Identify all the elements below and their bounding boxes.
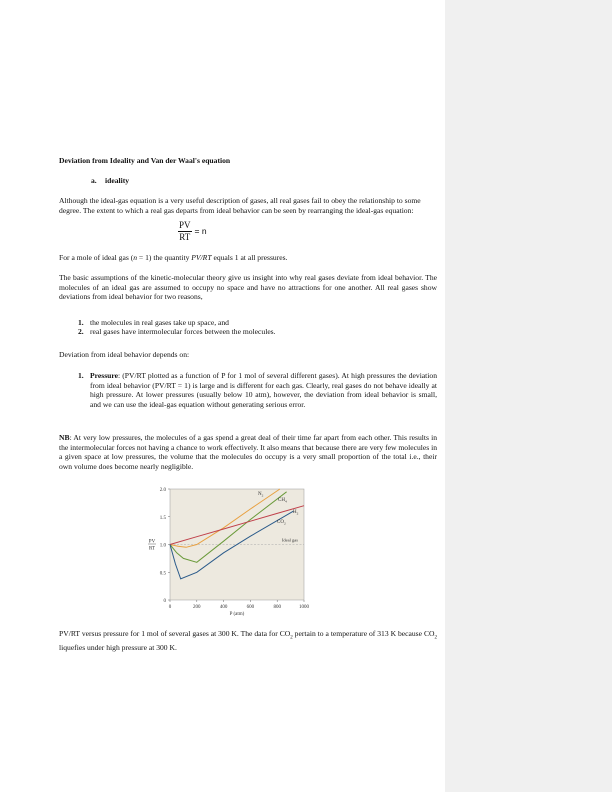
list-item: 1. the molecules in real gases take up space, and	[78, 318, 229, 327]
eq-rhs: = n	[194, 225, 207, 236]
y-tick-label: 1.0	[159, 543, 166, 549]
paragraph-ideal-mole: For a mole of ideal gas (n = 1) the quantity PV/RT equals 1 at all pressures.	[59, 253, 288, 262]
y-tick-label: 2.0	[159, 488, 166, 493]
ideal-gas-label: Ideal gas	[281, 537, 298, 543]
x-tick-label: 600	[246, 605, 255, 610]
x-axis-label: P (atm)	[229, 612, 245, 617]
series-label-n2: $N_2$	[258, 492, 264, 498]
x-tick-label: 200	[193, 605, 201, 610]
x-tick-label: 1000	[299, 605, 309, 610]
eq-denominator: RT	[179, 232, 191, 242]
paragraph-kmt: The basic assumptions of the kinetic-molecular theory give us insight into why real gases deviate from ideal behavior. The molecules of an ideal gas are assumed to occupy no space and have no attractions for one another. All real gases show deviations from ideal behavior for two reasons,	[59, 273, 437, 302]
section-heading: a. ideality	[91, 176, 130, 185]
doc-title: Deviation from Ideality and Van der Waal's equation	[59, 156, 231, 165]
eq-numerator: PV	[179, 220, 191, 230]
pv-rt-chart	[140, 480, 320, 622]
y-tick-label: 1.5	[159, 515, 166, 521]
x-tick-label: 0	[168, 605, 172, 610]
y-tick-label: 0	[163, 599, 166, 604]
figure-caption: PV/RT versus pressure for 1 mol of several gases at 300 K. The data for $CO_2$ pertain to a temperature of 313 K because $CO_2$ liquefies under high pressure at 300 K.	[59, 629, 437, 653]
y-axis-label-den: RT	[148, 546, 156, 552]
paragraph-depends: Deviation from ideal behavior depends on:	[59, 350, 190, 359]
y-tick-label: 0.5	[159, 571, 166, 577]
series-label-ch4: $CH_4$	[278, 498, 287, 504]
paragraph-nb: NB: At very low pressures, the molecules of a gas spend a great deal of their time far apart from each other. This results in the intermolecular forces not having a chance to work effectively. It also means that because there are very few molecules in a given space at low pressures, the volume that the molecules do occupy is a very small proportion of the total i.e., their own volume does become nearly negligible.	[59, 433, 437, 471]
list-item-pressure: 1. Pressure: (PV/RT plotted as a function of P for 1 mol of several different gases). At high pressures the deviation from ideal behavior (PV/RT = 1) is large and is different for each gas. Clearly, real gases do not behave ideally at high pressure. At lower pressures (usually below 10 atm), however, the deviation from ideal behavior is small, and we can use the ideal-gas equation without generating serious error.	[78, 371, 437, 409]
paragraph-intro: Although the ideal-gas equation is a very useful description of gases, all real gases fail to obey the relationship to some degree. The extent to which a real gas departs from ideal behavior can be seen by rearranging the ideal-gas equation:	[59, 196, 421, 215]
y-axis-label-num: PV	[148, 539, 156, 545]
x-tick-label: 400	[219, 605, 228, 610]
equation	[178, 220, 207, 243]
series-label-h2: $H_2$	[293, 510, 299, 516]
comment-pane	[445, 0, 612, 792]
x-tick-label: 800	[273, 605, 281, 610]
list-item: 2. real gases have intermolecular forces between the molecules.	[78, 327, 276, 336]
series-label-co2: $CO_2$	[277, 520, 286, 526]
